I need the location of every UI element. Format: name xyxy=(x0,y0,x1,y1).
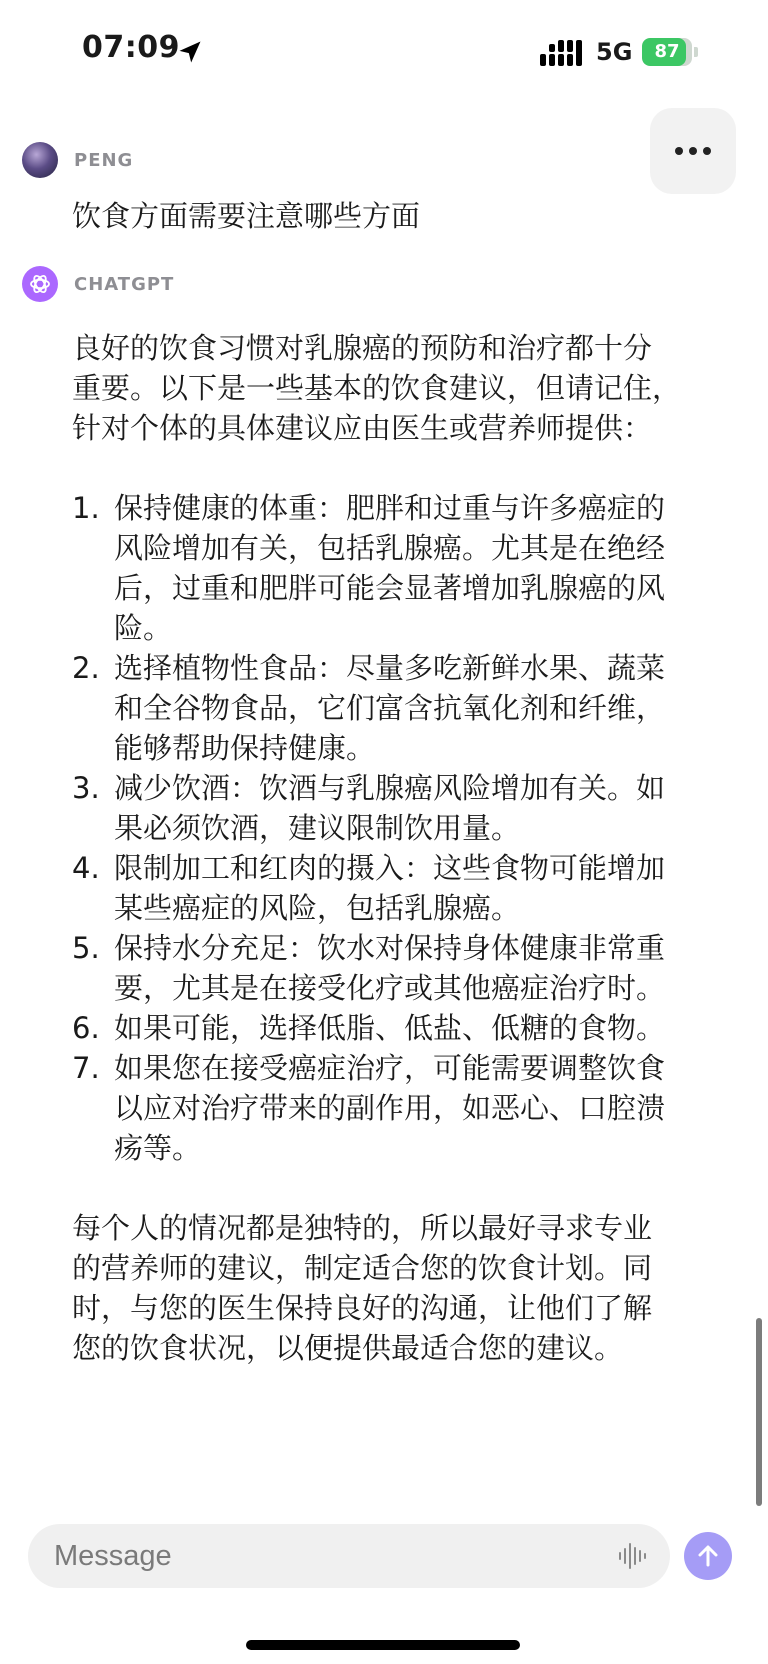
assistant-name: CHATGPT xyxy=(74,273,175,295)
user-avatar xyxy=(22,142,58,178)
more-options-button[interactable] xyxy=(650,108,736,194)
list-line: 果必须饮酒，建议限制饮用量。 xyxy=(114,811,521,845)
assistant-sender-header xyxy=(22,266,174,302)
list-number: 6. xyxy=(72,1011,100,1045)
list-number: 4. xyxy=(72,851,100,885)
assistant-message xyxy=(72,328,708,1368)
cellular-signal-icon xyxy=(540,40,584,66)
list-line: 和全谷物食品，它们富含抗氧化剂和纤维， xyxy=(114,691,666,725)
list-line: 后，过重和肥胖可能会显著增加乳腺癌的风 xyxy=(114,571,666,605)
message-input[interactable] xyxy=(54,1524,594,1588)
status-bar xyxy=(0,0,768,100)
list-line: 以应对治疗带来的副作用，如恶心、口腔溃 xyxy=(114,1091,666,1125)
ellipsis-icon xyxy=(675,147,683,155)
intro-line: 重要。以下是一些基本的饮食建议，但请记住， xyxy=(72,371,682,405)
list-number: 1. xyxy=(72,491,100,525)
list-number: 5. xyxy=(72,931,100,965)
list-line: 疡等。 xyxy=(114,1131,202,1165)
arrow-up-icon xyxy=(695,1543,721,1569)
send-button[interactable] xyxy=(684,1532,732,1580)
network-type: 5G xyxy=(596,38,633,66)
list-item xyxy=(72,1048,708,1168)
list-line: 风险增加有关，包括乳腺癌。尤其是在绝经 xyxy=(114,531,666,565)
battery-level: 87 xyxy=(654,41,680,62)
list-line: 保持水分充足：饮水对保持身体健康非常重 xyxy=(114,931,666,965)
user-message: 饮食方面需要注意哪些方面 xyxy=(72,199,421,233)
list-item xyxy=(72,768,708,848)
outro-line: 的营养师的建议，制定适合您的饮食计划。同 xyxy=(72,1251,653,1285)
list-line: 能够帮助保持健康。 xyxy=(114,731,376,765)
list-item xyxy=(72,488,708,648)
intro-line: 针对个体的具体建议应由医生或营养师提供： xyxy=(72,411,653,445)
outro-line: 每个人的情况都是独特的，所以最好寻求专业 xyxy=(72,1211,653,1245)
intro-paragraph xyxy=(72,328,708,448)
user-sender-header xyxy=(22,142,133,178)
location-arrow-icon xyxy=(176,38,204,66)
list-line: 某些癌症的风险，包括乳腺癌。 xyxy=(114,891,521,925)
list-number: 7. xyxy=(72,1051,100,1085)
list-item xyxy=(72,648,708,768)
list-line: 限制加工和红肉的摄入：这些食物可能增加 xyxy=(114,851,666,885)
intro-line: 良好的饮食习惯对乳腺癌的预防和治疗都十分 xyxy=(72,331,653,365)
list-line: 减少饮酒：饮酒与乳腺癌风险增加有关。如 xyxy=(114,771,666,805)
list-item xyxy=(72,848,708,928)
list-line: 保持健康的体重：肥胖和过重与许多癌症的 xyxy=(114,491,666,525)
message-composer xyxy=(28,1524,670,1588)
list-line: 选择植物性食品：尽量多吃新鲜水果、蔬菜 xyxy=(114,651,666,685)
user-name: PENG xyxy=(74,149,134,171)
status-time: 07:09 xyxy=(82,30,180,65)
outro-line: 您的饮食状况，以便提供最适合您的建议。 xyxy=(72,1331,624,1365)
list-number: 3. xyxy=(72,771,100,805)
home-indicator xyxy=(246,1640,520,1650)
list-line: 如果您在接受癌症治疗，可能需要调整饮食 xyxy=(114,1051,666,1085)
list-line: 险。 xyxy=(114,611,173,645)
outro-paragraph xyxy=(72,1208,708,1368)
scrollbar[interactable] xyxy=(756,1318,762,1506)
outro-line: 时，与您的医生保持良好的沟通，让他们了解 xyxy=(72,1291,653,1325)
list-line: 要，尤其是在接受化疗或其他癌症治疗时。 xyxy=(114,971,666,1005)
list-number: 2. xyxy=(72,651,100,685)
chatgpt-logo-icon xyxy=(22,266,58,302)
battery-indicator xyxy=(642,38,700,66)
list-line: 如果可能，选择低脂、低盐、低糖的食物。 xyxy=(114,1011,666,1045)
list-item xyxy=(72,928,708,1008)
diet-advice-list xyxy=(72,488,708,1168)
waveform-icon[interactable] xyxy=(616,1540,648,1572)
list-item xyxy=(72,1008,708,1048)
